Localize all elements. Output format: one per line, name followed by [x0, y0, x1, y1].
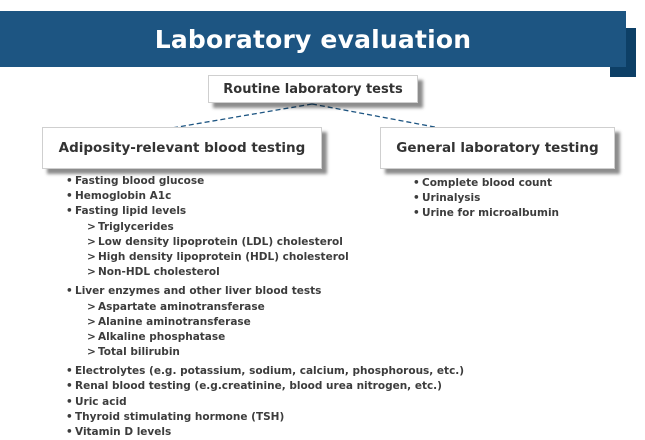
bullet-marker: •	[66, 285, 73, 298]
list-item-text: Total bilirubin	[98, 346, 180, 359]
list-item	[66, 300, 464, 315]
list-item-text: Fasting blood glucose	[75, 175, 205, 187]
general-testing-node	[380, 127, 615, 169]
list-item-text: Non-HDL cholesterol	[98, 266, 220, 279]
list-item	[66, 345, 464, 360]
page-title: Laboratory evaluation	[154, 24, 472, 54]
sub-item-marker: >	[87, 300, 96, 313]
adiposity-testing-node	[42, 127, 322, 169]
list-item	[66, 189, 464, 204]
list-item	[66, 330, 464, 345]
root-node-label: Routine laboratory tests	[223, 81, 403, 97]
sub-item-marker: >	[87, 315, 96, 328]
general-testing-label: General laboratory testing	[396, 140, 599, 156]
bullet-marker: •	[413, 192, 420, 205]
sub-item-marker: >	[87, 250, 96, 263]
list-item-text: Vitamin D levels	[75, 426, 172, 438]
list-item-text: Alanine aminotransferase	[98, 315, 251, 328]
list-item	[66, 265, 464, 280]
list-item-text: Thyroid stimulating hormone (TSH)	[75, 410, 285, 423]
list-item-text: Low density lipoprotein (LDL) cholesterol	[98, 235, 343, 248]
list-item-text: Hemoglobin A1c	[75, 190, 172, 203]
sub-item-marker: >	[87, 235, 96, 248]
connector-left	[172, 104, 312, 128]
bullet-marker: •	[66, 205, 73, 218]
list-item-text: Urinalysis	[422, 192, 481, 205]
list-item	[66, 410, 464, 425]
bullet-marker: •	[66, 380, 73, 393]
bullet-marker: •	[66, 426, 73, 438]
list-item-text: Alkaline phosphatase	[98, 330, 226, 343]
adiposity-testing-label: Adiposity-relevant blood testing	[58, 140, 306, 156]
bullet-marker: •	[413, 207, 420, 220]
general-test-list	[413, 176, 559, 222]
bullet-marker: •	[66, 395, 73, 408]
list-item-text: High density lipoprotein (HDL) cholesterol	[98, 250, 349, 263]
list-item-text: Complete blood count	[422, 177, 553, 189]
list-item	[66, 425, 464, 440]
list-item	[66, 364, 464, 379]
list-item	[66, 379, 464, 394]
root-node	[208, 75, 418, 103]
list-item-text: Aspartate aminotransferase	[98, 300, 265, 313]
list-item-text: Liver enzymes and other liver blood tests	[75, 285, 322, 298]
list-item-text: Fasting lipid levels	[75, 205, 187, 218]
bullet-marker: •	[66, 365, 73, 378]
sub-item-marker: >	[87, 346, 96, 359]
list-item	[66, 220, 464, 235]
list-item	[66, 284, 464, 299]
list-item-text: Triglycerides	[98, 220, 174, 233]
bullet-marker: •	[66, 190, 73, 203]
list-item-text: Electrolytes (e.g. potassium, sodium, calcium, phosphorous, etc.)	[75, 365, 465, 378]
list-item	[413, 206, 559, 221]
list-item	[66, 315, 464, 330]
list-item-text: Renal blood testing (e.g.creatinine, blood urea nitrogen, etc.)	[75, 380, 442, 393]
list-item	[413, 176, 559, 191]
connector-right	[312, 104, 440, 128]
list-item	[66, 235, 464, 250]
sub-item-marker: >	[87, 220, 96, 233]
sub-item-marker: >	[87, 266, 96, 279]
bullet-marker: •	[66, 410, 73, 423]
adiposity-test-list	[66, 174, 464, 440]
bullet-marker: •	[66, 175, 73, 187]
list-item-text: Urine for microalbumin	[422, 207, 560, 220]
list-item	[66, 395, 464, 410]
list-item	[66, 250, 464, 265]
sub-item-marker: >	[87, 330, 96, 343]
list-item	[66, 204, 464, 219]
list-item	[413, 191, 559, 206]
list-item-text: Uric acid	[75, 395, 127, 408]
list-item	[66, 174, 464, 189]
bullet-marker: •	[413, 177, 420, 189]
